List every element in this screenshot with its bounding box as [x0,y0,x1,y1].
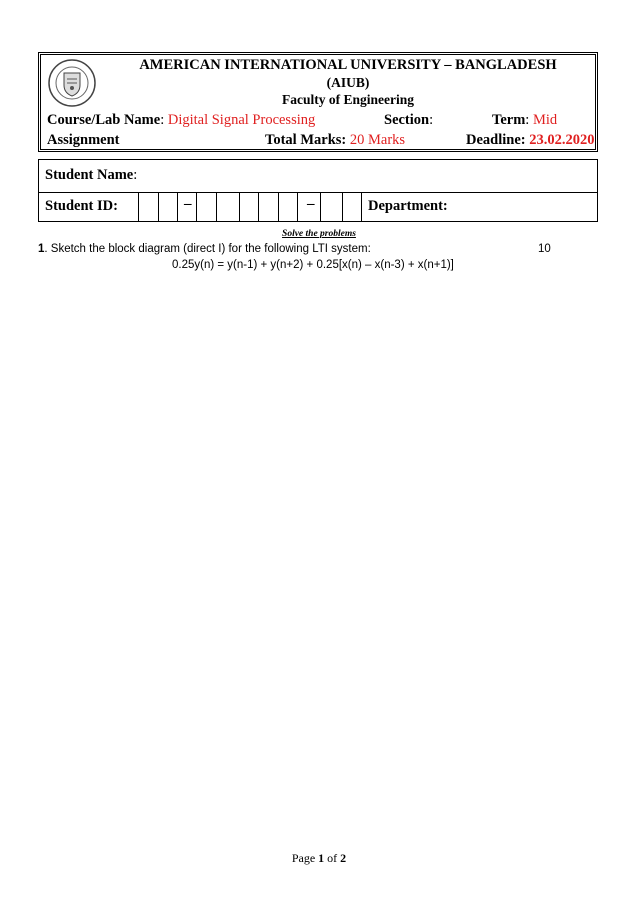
student-info-box: Student Name: Student ID: – – Department: [38,159,598,222]
total-marks-value: 20 Marks [349,132,406,148]
term-value: Mid [532,112,558,128]
university-name: AMERICAN INTERNATIONAL UNIVERSITY – BANGLADESH [139,57,557,73]
question-text: Sketch the block diagram (direct I) for the following LTI system: [50,243,371,255]
question-marks: 10 [538,243,551,255]
department-label: Department: [368,198,448,214]
id-dash-1: – [184,196,192,212]
deadline-value: 23.02.2020 [529,132,595,148]
section-label: Section [384,112,430,128]
university-seal-icon [47,58,97,108]
question-1: 1. Sketch the block diagram (direct I) for the following LTI system: [38,243,371,255]
university-abbr: (AIUB) [326,75,370,90]
id-dash-2: – [307,196,315,212]
question-number: 1 [38,243,45,255]
of-label: of [327,851,338,865]
student-id-label: Student ID: [45,198,118,214]
student-name-label: Student Name [45,167,134,183]
page-total: 2 [340,851,347,865]
total-marks-label: Total Marks [265,132,342,148]
page-number: 1 [318,851,325,865]
instructions: Solve the problems [282,229,356,239]
term-label: Term [492,112,526,128]
page-footer [0,851,638,866]
header-box: AMERICAN INTERNATIONAL UNIVERSITY – BANGLADESH (AIUB) Faculty of Engineering Course/Lab Name: Digital Signal Processing Section: Term: Mid Assignment Total Marks: 20 Marks Deadline: 23.02.2020 [38,52,598,152]
course-label: Course/Lab Name [47,112,161,128]
question-equation: 0.25y(n) = y(n-1) + y(n+2) + 0.25[x(n) – x(n-3) + x(n+1)] [172,259,454,271]
deadline-label: Deadline [466,132,521,148]
course-value: Digital Signal Processing [167,112,316,128]
assignment-label: Assignment [47,132,120,148]
page-label: Page [291,851,316,865]
faculty-name: Faculty of Engineering [282,92,414,107]
